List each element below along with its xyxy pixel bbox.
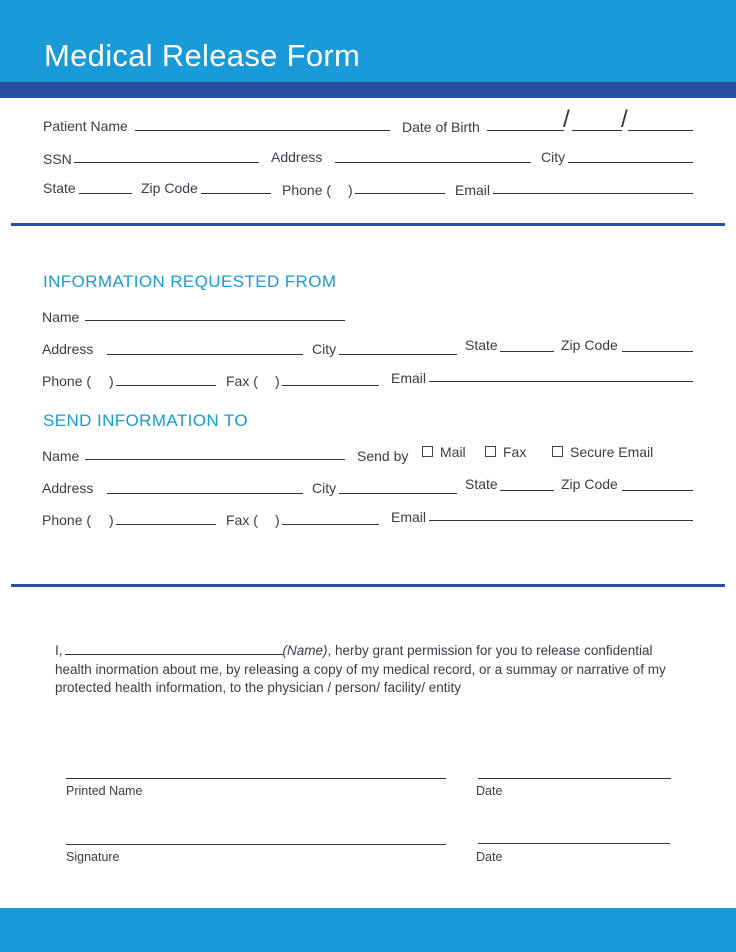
patient-name-label: Patient Name	[43, 118, 128, 134]
request-email-field[interactable]	[429, 381, 693, 382]
consent-text: , herby grant permission for you to release confidential health inormation about me, by releasing a copy of my medical record, or a summay or narrative of my protected health information, to the physician / person/ facility/ entity	[55, 643, 666, 695]
send-state-field[interactable]	[500, 490, 554, 491]
fax-checkbox[interactable]	[485, 446, 496, 457]
address-field[interactable]	[335, 162, 531, 163]
state-field[interactable]	[79, 193, 132, 194]
send-option-secure-email[interactable]	[552, 444, 653, 460]
consent-name-field[interactable]	[65, 642, 283, 655]
request-email-label: Email	[391, 370, 427, 386]
phone-label: Phone (	[282, 182, 332, 198]
phone-paren-close: )	[348, 182, 353, 198]
zip-field[interactable]	[201, 193, 271, 194]
city-field[interactable]	[568, 162, 693, 163]
secure-email-checkbox[interactable]	[552, 446, 563, 457]
send-to-heading: SEND INFORMATION TO	[43, 411, 249, 430]
email-field[interactable]	[493, 193, 693, 194]
signature-field[interactable]	[66, 844, 446, 845]
send-state-label: State	[465, 476, 498, 492]
printed-name-field[interactable]	[66, 778, 446, 779]
dob-slash-2: /	[621, 106, 628, 133]
request-state-field[interactable]	[500, 351, 554, 352]
send-option-mail[interactable]	[422, 444, 466, 460]
send-by-label: Send by	[357, 448, 409, 464]
request-city-label: City	[312, 341, 337, 357]
dob-label: Date of Birth	[402, 119, 480, 135]
email-label: Email	[455, 182, 491, 198]
signature-label: Signature	[66, 850, 120, 864]
printed-name-label: Printed Name	[66, 784, 143, 798]
footer-bar	[0, 908, 736, 952]
secure-email-option-label: Secure Email	[570, 444, 654, 460]
state-label: State	[43, 180, 76, 196]
consent-prefix: I,	[55, 643, 63, 658]
dob-day-field[interactable]	[572, 130, 622, 131]
request-zip-label: Zip Code	[561, 337, 618, 353]
request-phone-field[interactable]	[116, 385, 216, 386]
phone-field[interactable]	[355, 193, 445, 194]
send-fax-label: Fax (	[226, 512, 258, 528]
section-divider-2	[11, 584, 725, 587]
send-option-fax[interactable]	[485, 444, 526, 460]
send-email-field[interactable]	[429, 520, 693, 521]
request-fax-paren: )	[275, 373, 280, 389]
request-from-heading: INFORMATION REQUESTED FROM	[43, 272, 337, 291]
mail-checkbox[interactable]	[422, 446, 433, 457]
request-phone-label: Phone (	[42, 373, 92, 389]
address-label: Address	[271, 149, 323, 165]
send-phone-paren: )	[109, 512, 114, 528]
send-zip-field[interactable]	[622, 490, 693, 491]
patient-name-field[interactable]	[135, 130, 390, 131]
consent-name-hint: (Name)	[282, 643, 328, 658]
city-label: City	[541, 149, 566, 165]
date-field-2[interactable]	[478, 843, 670, 844]
ssn-field[interactable]	[74, 162, 259, 163]
send-name-field[interactable]	[85, 459, 345, 460]
send-fax-field[interactable]	[282, 524, 379, 525]
send-address-field[interactable]	[107, 493, 303, 494]
request-city-field[interactable]	[339, 354, 457, 355]
send-city-field[interactable]	[339, 493, 457, 494]
request-address-label: Address	[42, 341, 94, 357]
dob-year-field[interactable]	[628, 130, 693, 131]
mail-option-label: Mail	[440, 444, 466, 460]
request-phone-paren: )	[109, 373, 114, 389]
section-divider-1	[11, 223, 725, 226]
ssn-label: SSN	[43, 151, 72, 167]
request-address-field[interactable]	[107, 354, 303, 355]
page-title: Medical Release Form	[44, 38, 361, 73]
request-fax-label: Fax (	[226, 373, 258, 389]
send-phone-field[interactable]	[116, 524, 216, 525]
send-address-label: Address	[42, 480, 94, 496]
send-fax-paren: )	[275, 512, 280, 528]
send-zip-label: Zip Code	[561, 476, 618, 492]
send-phone-label: Phone (	[42, 512, 92, 528]
fax-option-label: Fax	[503, 444, 527, 460]
dob-month-field[interactable]	[487, 130, 564, 131]
send-email-label: Email	[391, 509, 427, 525]
zip-label: Zip Code	[141, 180, 198, 196]
consent-paragraph	[55, 642, 685, 698]
dob-slash-1: /	[563, 106, 570, 133]
date-label-1: Date	[476, 784, 503, 798]
date-field-1[interactable]	[478, 778, 671, 779]
request-name-label: Name	[42, 309, 80, 325]
request-fax-field[interactable]	[282, 385, 379, 386]
request-zip-field[interactable]	[622, 351, 693, 352]
request-state-label: State	[465, 337, 498, 353]
request-name-field[interactable]	[85, 320, 345, 321]
send-name-label: Name	[42, 448, 80, 464]
send-city-label: City	[312, 480, 337, 496]
date-label-2: Date	[476, 850, 503, 864]
header-band	[0, 82, 736, 98]
